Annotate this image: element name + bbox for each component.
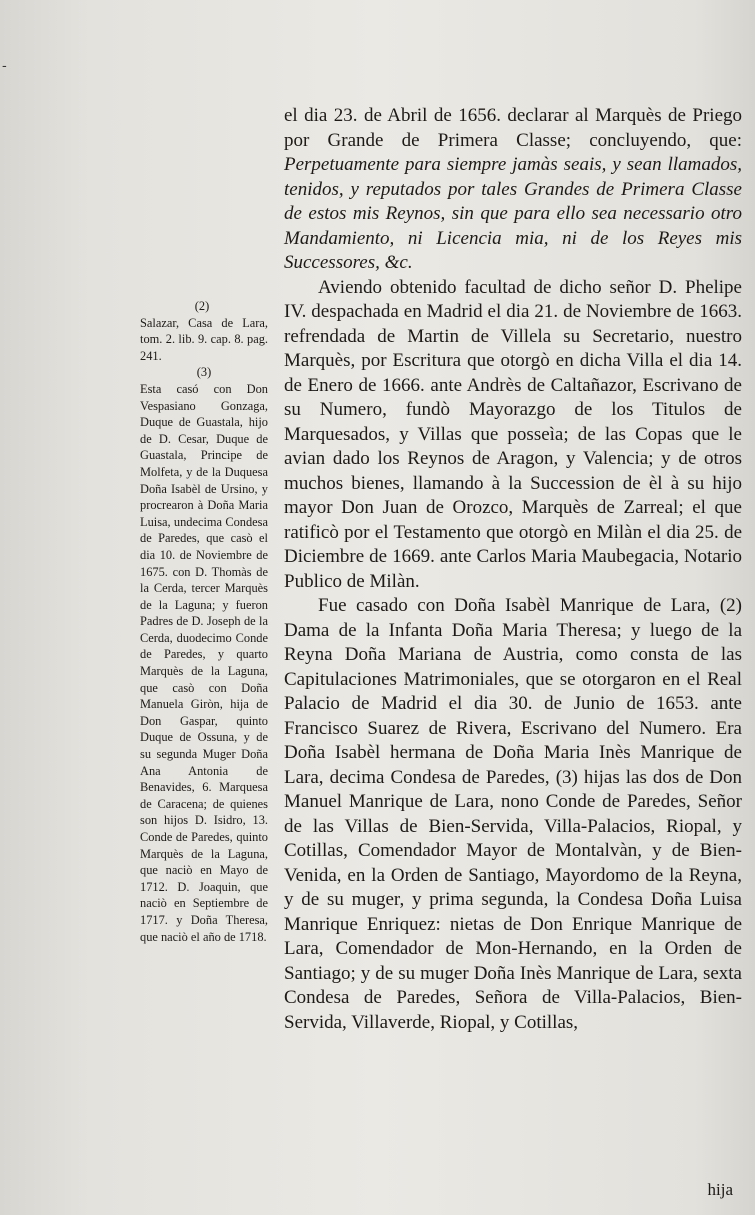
margin-mark: - — [2, 58, 7, 74]
catchword: hija — [707, 1180, 733, 1199]
paragraph-3: Fue casado con Doña Isabèl Manrique de Lara, (2) Dama de la Infanta Doña Maria Theresa; y luego de la Reyna Doña Mariana de Austria, como consta de las Capitulaciones Matrimoniales, que se otorgaron en el Real Palacio de Madrid el dia 30. de Junio de 1653. ante Francisco Suarez de Rivera, Escrivano del Numero. Era Doña Isabèl hermana de Doña Maria Inès Manrique de Lara, decima Condesa de Paredes, (3) hijas las dos de Don Manuel Manrique de Lara, nono Conde de Paredes, Señor de las Villas de Bien-Servida, Villa-Palacios, Riopal, y Cotillas, Comendador Mayor de Montalvàn, y de Bien-Venida, en la Orden de Santiago, Mayordomo de la Reyna, y de su muger, y prima segunda, la Condesa Doña Luisa Manrique Enriquez: nietas de Don Enrique Manrique de Lara, Comendador de Mon-Hernando, en la Orden de Santiago; y de su muger Doña Inès Manrique de Lara, sexta Condesa de Paredes, Señora de Villa-Palacios, Bien-Servida, Villaverde, Riopal, y Cotillas, — [284, 595, 742, 1033]
main-text-column — [284, 104, 742, 1035]
note-2-text: Salazar, Casa de Lara, tom. 2. lib. 9. cap. 8. pag. 241. — [140, 315, 268, 363]
note-3-text: Esta casó con Don Vespasiano Gonzaga, Duque de Guastala, hijo de D. Cesar, Duque de Guastala, Principe de Molfeta, y de la Duquesa Doña Isabèl de Ursino, y procrearon à Doña Maria Luisa, undecima Condesa de Paredes, que casò el dia 10. de Noviembre de 1675. con D. Thomàs de la Cerda, tercer Marquès de la Laguna; y fueron Padres de D. Joseph de la Cerda, duodecimo Conde de Paredes, y quarto Marquès de la Laguna, que casò con Doña Manuela Giròn, hija de Don Gaspar, quinto Duque de Ossuna, y de su segunda Muger Doña Ana Antonia de Benavides, 6. Marquesa de Caracena; de quienes son hijos D. Isidro, 13. Conde de Paredes, quinto Marquès de la Laguna, que naciò en Mayo de 1712. D. Joaquin, que naciò en Septiembre de 1717. y Doña Theresa, que naciò el año de 1718. — [140, 381, 268, 944]
note-3-number: (3) — [196, 365, 212, 380]
paragraph-1 — [284, 104, 742, 276]
note-2-number: (2) — [194, 299, 210, 313]
paragraph-1-roman: el dia 23. de Abril de 1656. declarar al Marquès de Priego por Grande de Primera Classe; concluyendo, que: — [284, 105, 742, 151]
paragraph-2: Aviendo obtenido facultad de dicho señor D. Phelipe IV. despachada en Madrid el dia 21. de Noviembre de 1663. refrendada de Martin de Villela su Secretario, nuestro Marquès, por Escritura que otorgò en dicha Villa el dia 14. de Enero de 1666. ante Andrès de Caltañazor, Escrivano de su Numero, fundò Mayorazgo de los Titulos de Marquesados, y Villas que posseìa; de las Copas que le avian dado los Reynos de Aragon, y Valencia; y de otros muchos bienes, llamando à la Succession de èl à su hijo mayor Don Juan de Orozco, Marquès de Zarreal; el que ratificò por el Testamento que otorgò en Milàn el dia 25. de Diciembre de 1669. ante Carlos Maria Maubegacia, Notario Publico de Milàn. — [284, 276, 742, 592]
sidenotes-column — [140, 298, 268, 945]
paragraph-1-italic-quote: Perpetuamente para siempre jamàs seais, y sean llamados, tenidos, y reputados por tales Grandes de Primera Classe de estos mis Reynos, sin que para ello sea necessario otro Mandamiento, ni Licencia mia, ni de los Reyes mis Successores, &c. — [284, 154, 742, 273]
